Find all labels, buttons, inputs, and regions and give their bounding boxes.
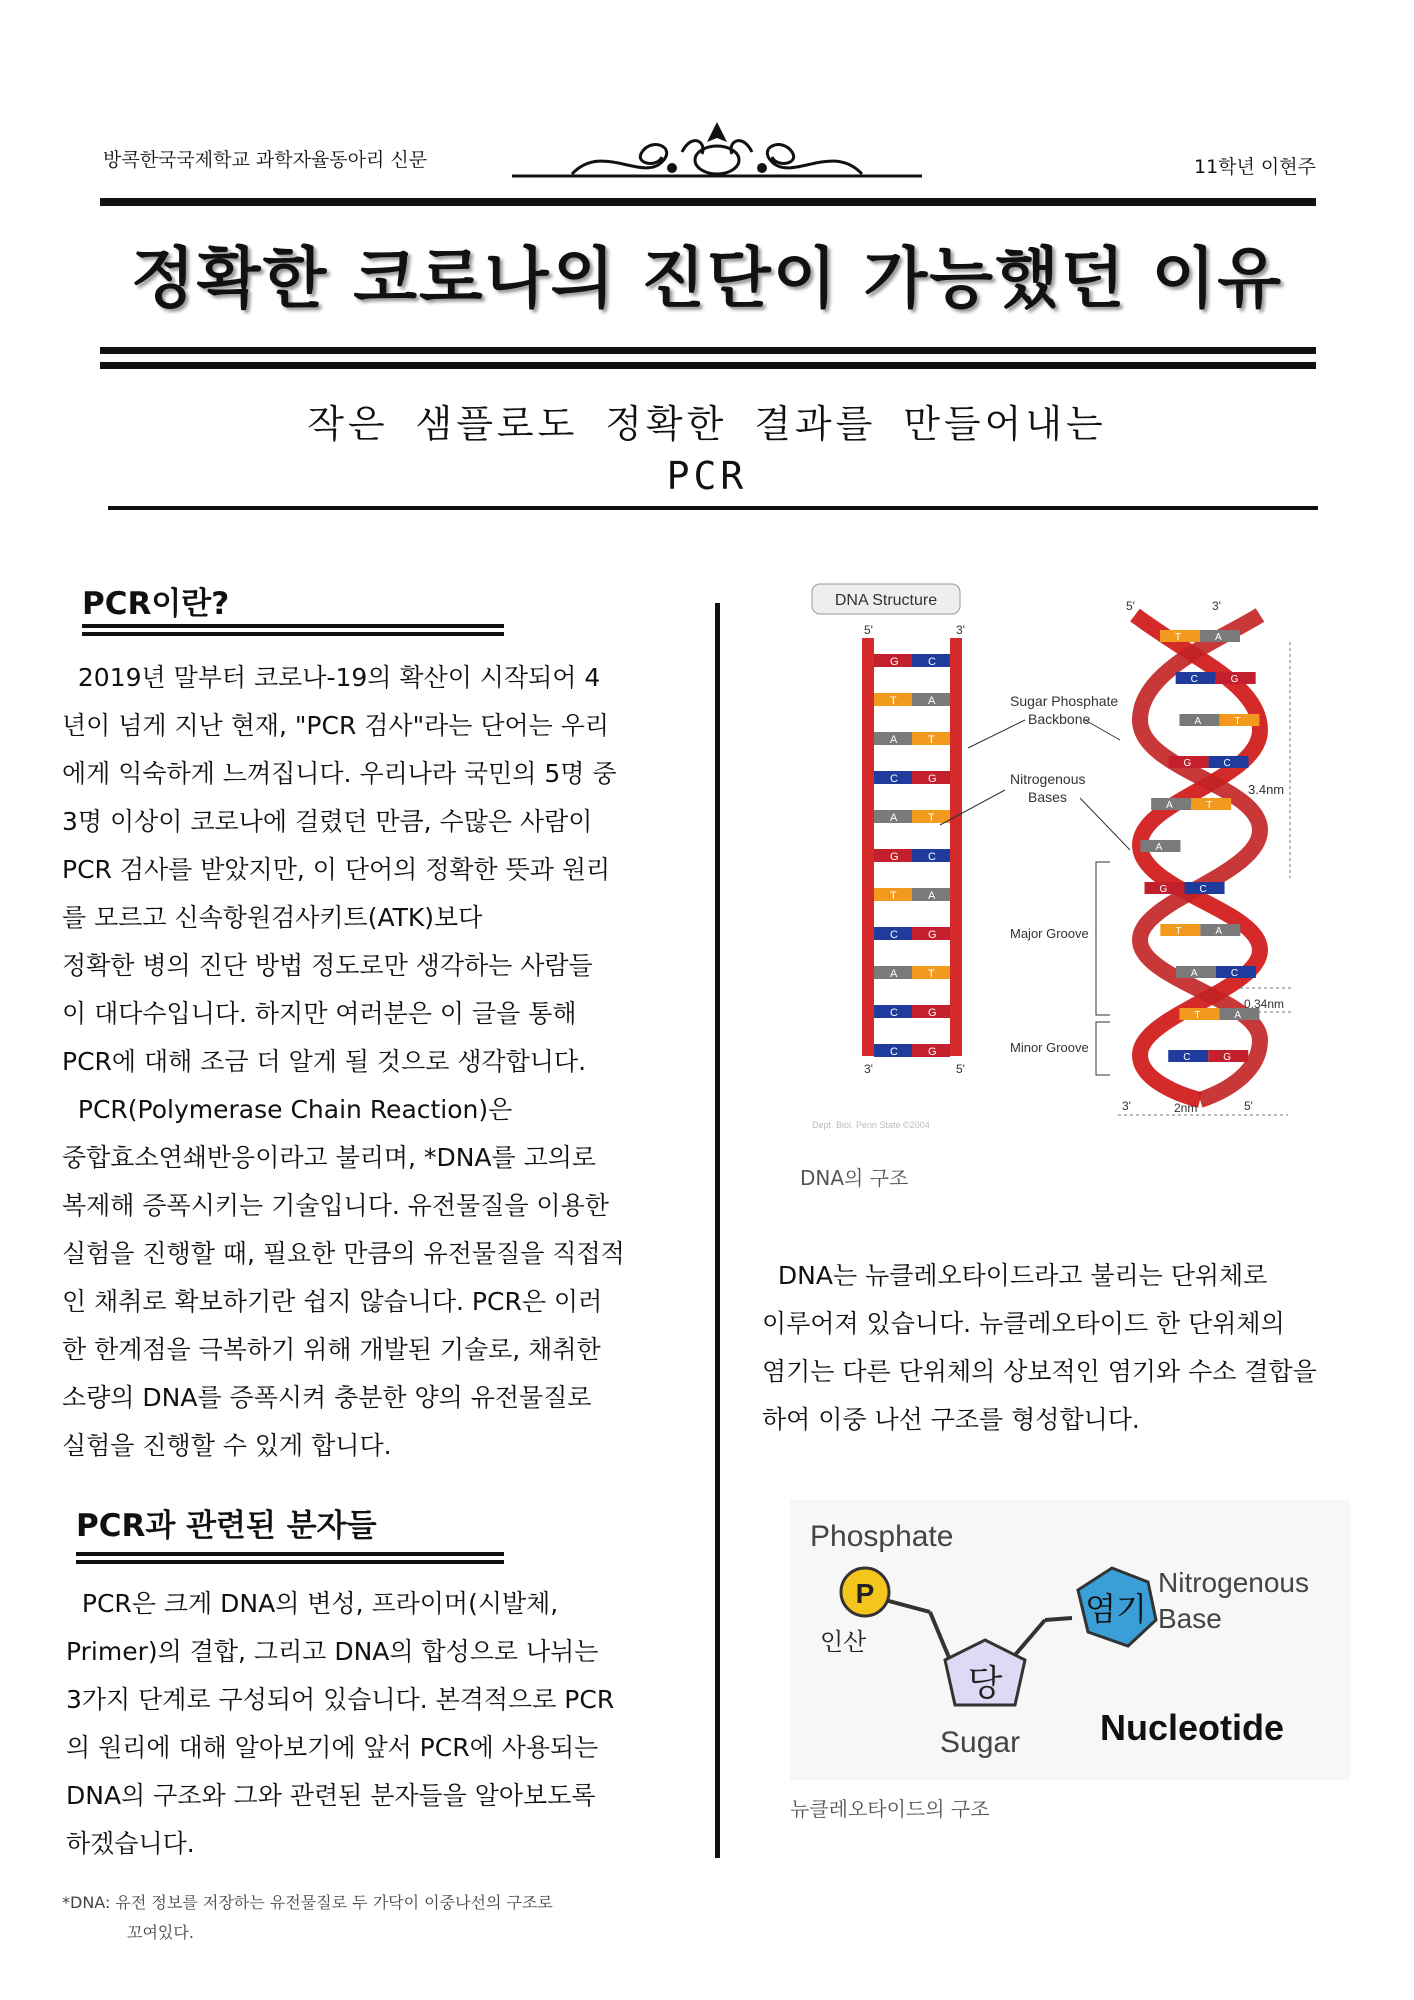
body-line: 를 모르고 신속항원검사키트(ATK)보다	[62, 903, 483, 932]
helix-base-letter: C	[1199, 884, 1207, 895]
base-korean: 염기	[1085, 1590, 1147, 1628]
helix-base-letter: G	[1223, 1052, 1232, 1063]
section2-underline-a	[76, 1552, 504, 1556]
base-letter: T	[890, 695, 897, 707]
body-line: 이 대다수입니다. 하지만 여러분은 이 글을 통해	[62, 999, 577, 1028]
dna-structure-figure	[800, 570, 1300, 1140]
helix-base-letter: T	[1234, 716, 1241, 727]
ladder-top-5: 5'	[864, 623, 873, 637]
helix-top-3: 3'	[1212, 599, 1221, 613]
body-line: PCR에 대해 조금 더 알게 될 것으로 생각합니다.	[62, 1047, 587, 1076]
helix-base-letter: T	[1206, 800, 1213, 811]
base-letter: G	[928, 1046, 937, 1058]
body-line: PCR은 크게 DNA의 변성, 프라이머(시발체,	[66, 1589, 559, 1618]
base-letter: A	[928, 890, 936, 902]
helix-base-letter: T	[1194, 1010, 1201, 1021]
ladder-top-3: 3'	[956, 623, 965, 637]
phosphate-p: P	[855, 1578, 875, 1609]
ladder-strand-left	[862, 638, 874, 1056]
dna-badge: DNA Structure	[834, 592, 938, 609]
helix-base-letter: A	[1194, 716, 1202, 727]
label-major-groove: Major Groove	[1010, 926, 1089, 941]
subtitle-line-2: PCR	[666, 454, 748, 498]
body-line: PCR 검사를 받았지만, 이 단어의 정확한 뜻과 원리	[62, 855, 611, 884]
helix-base-letter: A	[1215, 632, 1222, 643]
helix-base-letter: T	[1175, 632, 1182, 643]
base-letter: A	[890, 734, 898, 746]
base-letter: C	[928, 656, 936, 668]
base-letter: T	[928, 812, 935, 824]
right-column-body	[762, 1252, 1382, 1444]
helix-base-letter: G	[1230, 674, 1239, 685]
helix-base-letter: G	[1159, 884, 1168, 895]
base-letter: G	[890, 851, 899, 863]
body-line: 염기는 다른 단위체의 상보적인 염기와 수소 결합을	[762, 1357, 1317, 1386]
base-letter: T	[928, 968, 935, 980]
footnote	[62, 1888, 553, 1948]
body-line: DNA의 구조와 그와 관련된 분자들을 알아보도록	[66, 1781, 596, 1810]
dna-credit: Dept. Biol. Penn State ©2004	[812, 1120, 930, 1130]
body-line: 년이 넘게 지난 현재, "PCR 검사"라는 단어는 우리	[62, 711, 610, 740]
subtitle	[100, 398, 1314, 502]
publication-name: 방콕한국국제학교 과학자율동아리 신문	[103, 149, 428, 171]
body-line: 의 원리에 대해 알아보기에 앞서 PCR에 사용되는	[66, 1733, 599, 1762]
helix-base-letter: A	[1190, 968, 1198, 979]
body-line: DNA는 뉴클레오타이드라고 불리는 단위체로	[762, 1261, 1268, 1290]
body-line: 3가지 단계로 구성되어 있습니다. 본격적으로 PCR	[66, 1685, 615, 1714]
body-line: 실험을 진행할 수 있게 합니다.	[62, 1431, 392, 1460]
sugar-korean: 당	[967, 1663, 1003, 1704]
body-line: 이루어져 있습니다. 뉴클레오타이드 한 단위체의	[762, 1309, 1285, 1338]
helix-base-letter: G	[1183, 758, 1192, 769]
base-letter: G	[928, 929, 937, 941]
body-line: 복제해 증폭시키는 기술입니다. 유전물질을 이용한	[62, 1191, 609, 1220]
body-line: 3명 이상이 코로나에 걸렸던 만큼, 수많은 사람이	[62, 807, 593, 836]
body-line: 하겠습니다.	[66, 1829, 195, 1858]
section-heading-what-is-pcr: PCR이란?	[82, 586, 230, 622]
header-rule-top	[100, 198, 1316, 206]
label-bases-2: Bases	[1028, 789, 1067, 805]
dna-caption: DNA의 구조	[800, 1166, 909, 1190]
ladder-bottom-5: 5'	[956, 1062, 965, 1076]
helix-base-letter: C	[1223, 758, 1231, 769]
body-line: 한 한계점을 극복하기 위해 개발된 기술로, 채취한	[62, 1335, 601, 1364]
helix-base-letter: A	[1215, 926, 1223, 937]
section1-underline-b	[82, 632, 504, 636]
nitrogenous-label-1: Nitrogenous	[1158, 1567, 1309, 1598]
base-letter: T	[890, 890, 897, 902]
nucleotide-figure	[790, 1500, 1350, 1780]
title-rule-thick	[100, 347, 1316, 354]
section2-body	[66, 1580, 686, 1868]
section1-underline-a	[82, 624, 504, 628]
base-letter: C	[890, 1046, 898, 1058]
footnote-line-2: 꼬여있다.	[127, 1923, 194, 1942]
dim-rise: 0.34nm	[1244, 997, 1285, 1011]
nucleotide-title: Nucleotide	[1100, 1707, 1285, 1748]
helix-bottom-3: 3'	[1122, 1099, 1131, 1113]
helix-base-letter: T	[1175, 926, 1182, 937]
author-byline: 11학년 이현주	[1194, 156, 1316, 178]
subtitle-line-1: 작은 샘플로도 정확한 결과를 만들어내는	[307, 402, 1107, 446]
base-letter: A	[928, 695, 936, 707]
title-rule-thin	[100, 362, 1316, 369]
helix-bottom-5: 5'	[1244, 1099, 1253, 1113]
column-divider	[715, 603, 720, 1858]
label-backbone-2: Backbone	[1028, 711, 1091, 727]
body-line: 하여 이중 나선 구조를 형성합니다.	[762, 1405, 1140, 1434]
base-letter: C	[890, 1007, 898, 1019]
section-heading-molecules: PCR과 관련된 분자들	[76, 1508, 377, 1544]
base-letter: G	[928, 1007, 937, 1019]
body-line: 에게 익숙하게 느껴집니다. 우리나라 국민의 5명 중	[62, 759, 617, 788]
dim-width: 2nm	[1174, 1101, 1198, 1115]
base-letter: A	[890, 968, 898, 980]
base-letter: T	[928, 734, 935, 746]
ladder-bottom-3: 3'	[864, 1062, 873, 1076]
subtitle-rule	[108, 506, 1318, 510]
base-letter: C	[890, 773, 898, 785]
body-line: PCR(Polymerase Chain Reaction)은	[62, 1095, 513, 1124]
body-line: 중합효소연쇄반응이라고 불리며, *DNA를 고의로	[62, 1143, 597, 1172]
section2-underline-b	[76, 1560, 504, 1564]
helix-top-5: 5'	[1126, 599, 1135, 613]
body-line: 정확한 병의 진단 방법 정도로만 생각하는 사람들	[62, 951, 593, 980]
label-minor-groove: Minor Groove	[1010, 1040, 1089, 1055]
helix-base-letter: C	[1230, 968, 1239, 979]
body-line: 실험을 진행할 때, 필요한 만큼의 유전물질을 직접적	[62, 1239, 625, 1268]
phosphate-label: Phosphate	[810, 1520, 954, 1553]
body-line: 2019년 말부터 코로나-19의 확산이 시작되어 4	[62, 663, 601, 692]
page-title: 정확한 코로나의 진단이 가능했던 이유	[130, 240, 1283, 317]
base-letter: C	[890, 929, 898, 941]
ornament-flourish-icon	[512, 112, 922, 194]
nucleotide-caption: 뉴클레오타이드의 구조	[790, 1797, 990, 1821]
base-letter: G	[928, 773, 937, 785]
body-line: 인 채취로 확보하기란 쉽지 않습니다. PCR은 이러	[62, 1287, 603, 1316]
helix-base-letter: C	[1183, 1052, 1191, 1063]
helix-base-letter: A	[1166, 800, 1173, 811]
ladder-strand-right	[950, 638, 962, 1056]
body-line: Primer)의 결합, 그리고 DNA의 합성으로 나뉘는	[66, 1637, 599, 1666]
helix-base-letter: A	[1155, 842, 1163, 853]
nitrogenous-label-2: Base	[1158, 1603, 1222, 1634]
helix-base-letter: C	[1190, 674, 1198, 685]
label-backbone-1: Sugar Phosphate	[1010, 693, 1119, 709]
phosphate-korean: 인산	[820, 1628, 867, 1656]
sugar-label: Sugar	[940, 1726, 1021, 1759]
base-letter: C	[928, 851, 936, 863]
base-letter: G	[890, 656, 899, 668]
label-bases-1: Nitrogenous	[1010, 771, 1086, 787]
base-letter: A	[890, 812, 898, 824]
helix-base-letter: A	[1234, 1010, 1242, 1021]
dim-pitch: 3.4nm	[1248, 782, 1285, 797]
footnote-line-1: *DNA: 유전 정보를 저장하는 유전물질로 두 가닥이 이중나선의 구조로	[62, 1893, 553, 1912]
section1-body	[62, 654, 682, 1470]
body-line: 소량의 DNA를 증폭시켜 충분한 양의 유전물질로	[62, 1383, 592, 1412]
